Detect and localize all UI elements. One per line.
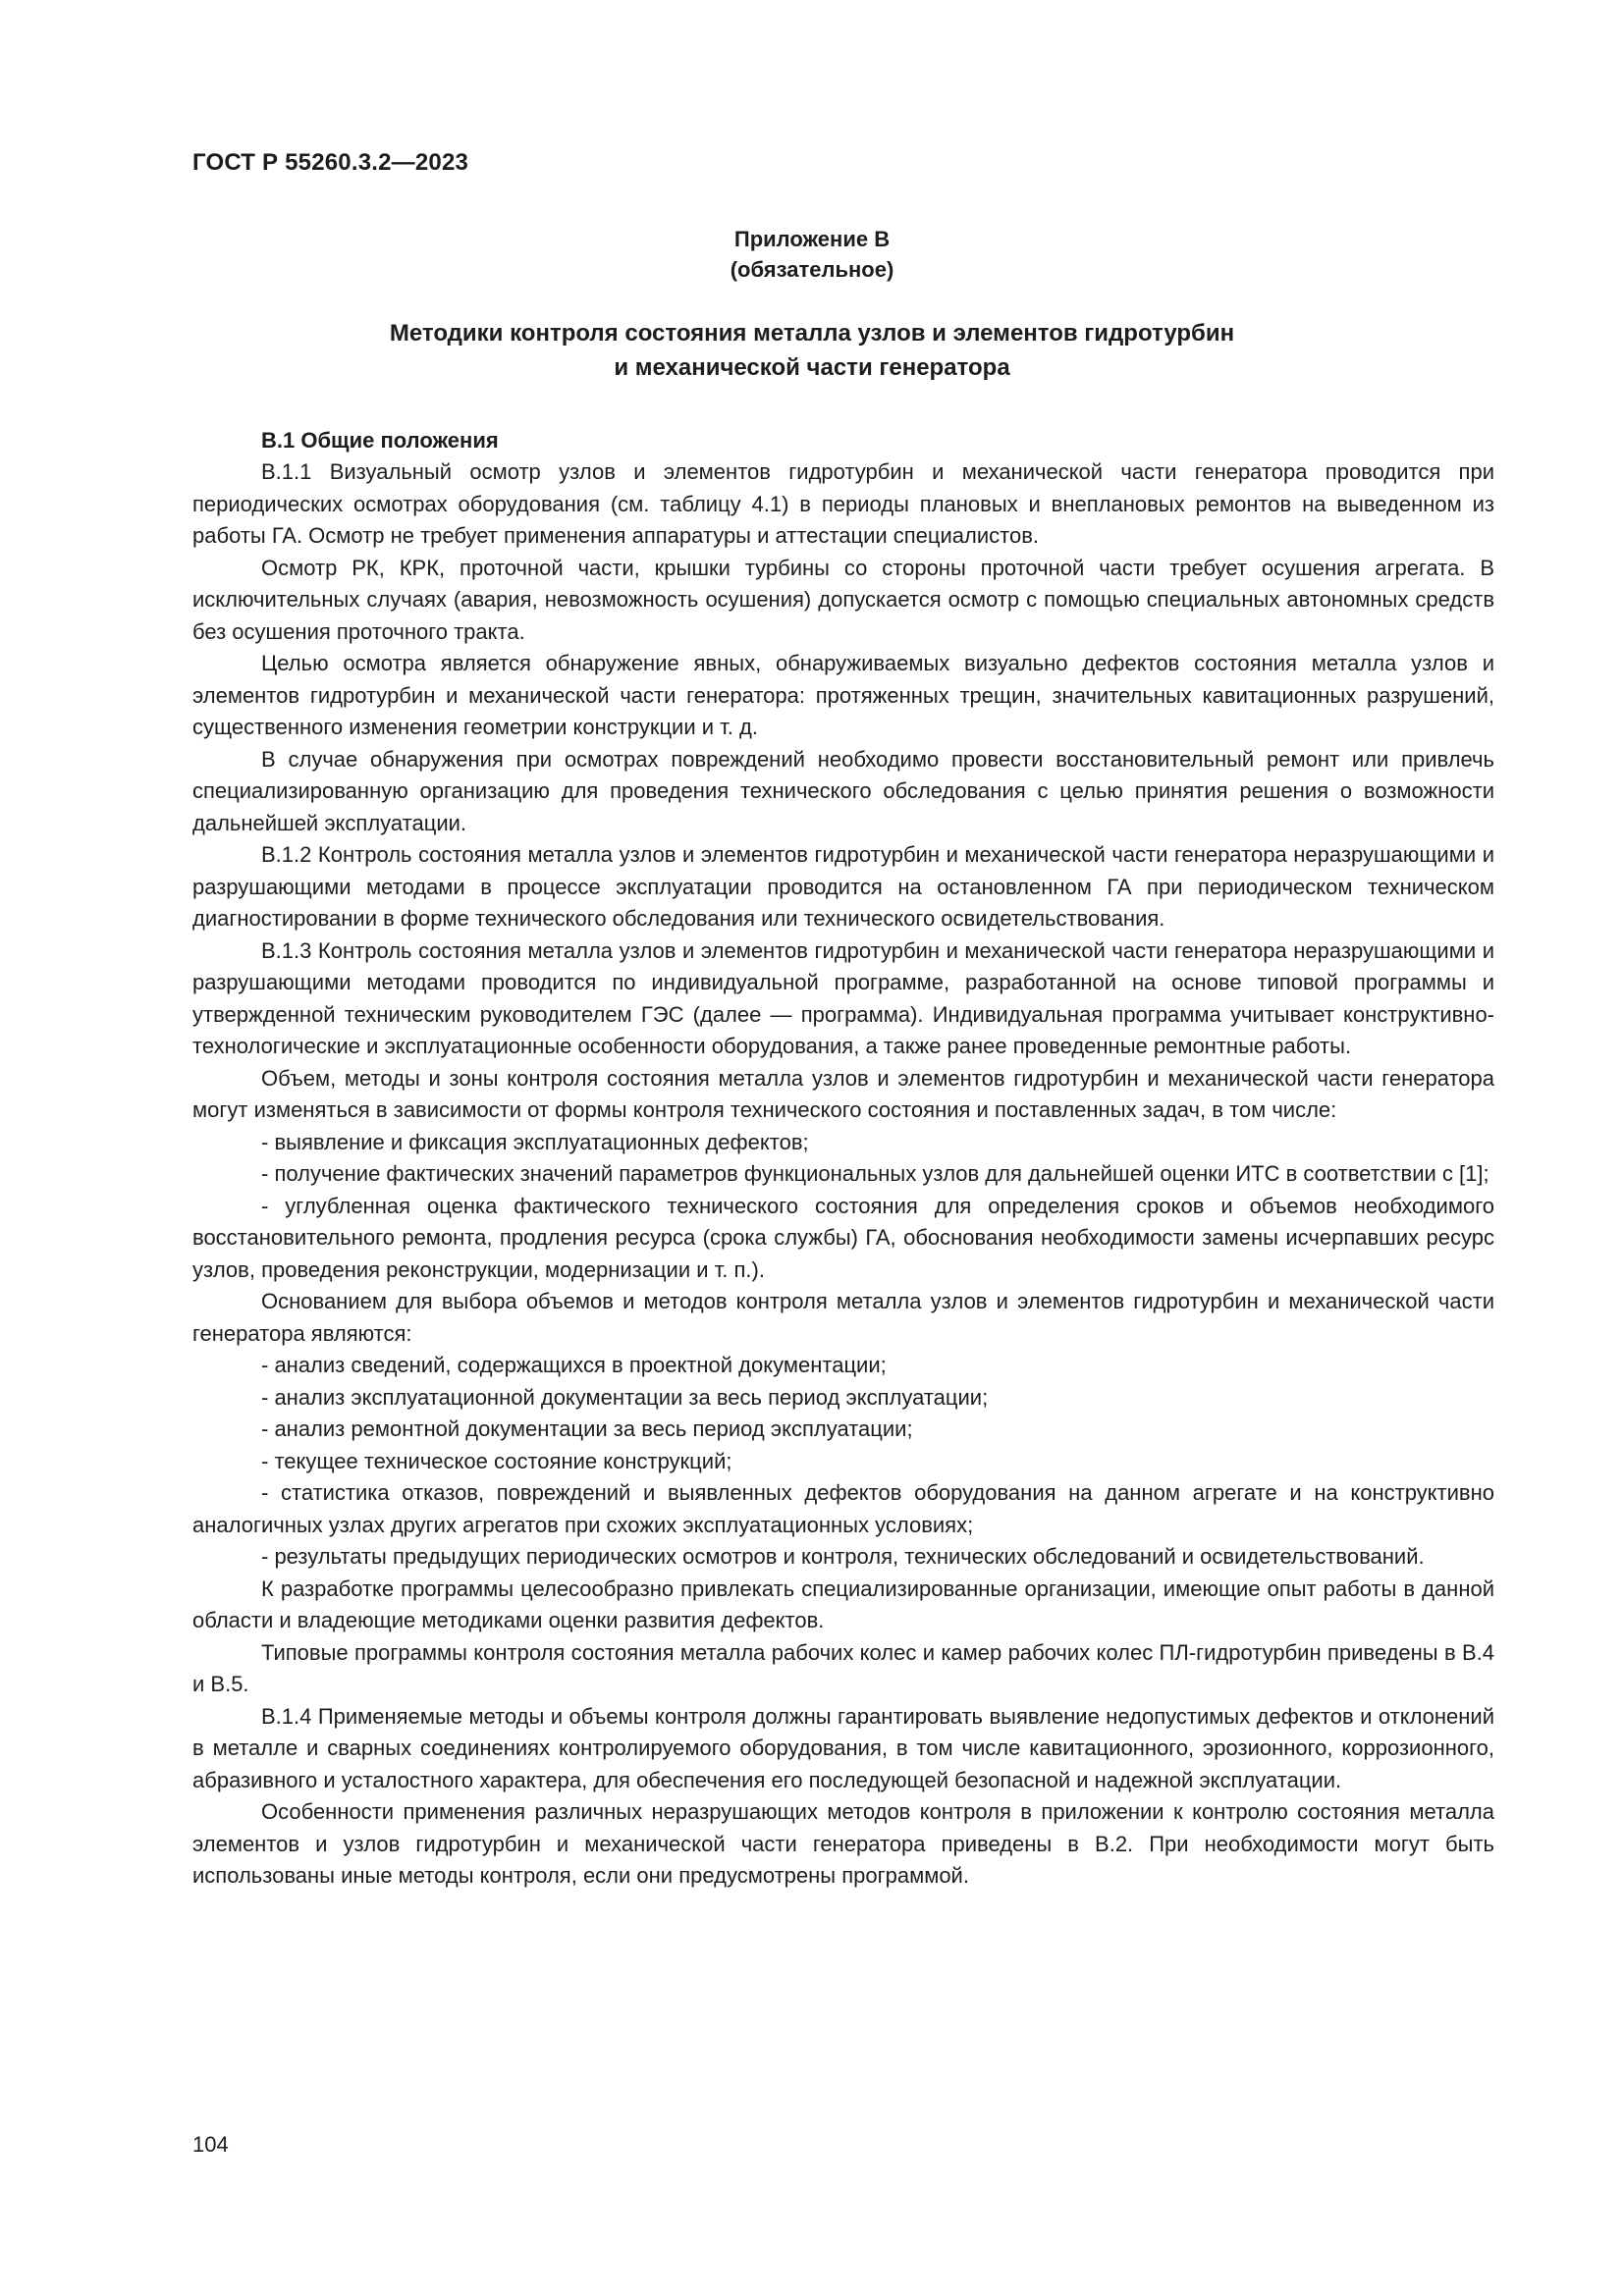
appendix-label: Приложение В <box>733 227 891 251</box>
paragraph: К разработке программы целесообразно привлекать специализированные организации, имеющие опыт работы в данной области и владеющие методиками оценки развития дефектов. <box>192 1575 1494 1632</box>
appendix-title-line-1: Методики контроля состояния металла узлов и элементов гидротурбин <box>389 320 1235 347</box>
appendix-title-line-2: и механической части генератора <box>614 354 1010 381</box>
appendix-status: (обязательное) <box>730 257 894 282</box>
document-body <box>192 425 1494 1893</box>
paragraph: В.1.1 Визуальный осмотр узлов и элементов гидротурбин и механической части генератора проводится при периодических осмотрах оборудования (см. таблицу 4.1) в периоды плановых и внеплановых ремонтов на выведенном из работы ГА. Осмотр не требует применения аппаратуры и аттестации специалистов. <box>192 459 1494 548</box>
list-item: - результаты предыдущих периодических осмотров и контроля, технических обследований и освидетельствований. <box>261 1544 1425 1569</box>
paragraph: Типовые программы контроля состояния металла рабочих колес и камер рабочих колес ПЛ-гидротурбин приведены в В.4 и В.5. <box>192 1639 1494 1696</box>
paragraph: В случае обнаружения при осмотрах повреждений необходимо провести восстановительный ремонт или привлечь специализированную организацию для проведения технического обследования с целью принятия решения о возможности дальнейшей эксплуатации. <box>192 746 1494 835</box>
paragraph: Осмотр РК, КРК, проточной части, крышки турбины со стороны проточной части требует осушения агрегата. В исключительных случаях (авария, невозможность осушения) допускается осмотр с помощью специальных автономных средств без осушения проточного тракта. <box>192 555 1494 644</box>
list-item: - анализ ремонтной документации за весь период эксплуатации; <box>261 1416 913 1441</box>
paragraph: Основанием для выбора объемов и методов контроля металла узлов и элементов гидротурбин и механической части генератора являются: <box>192 1289 1494 1346</box>
paragraph: В.1.4 Применяемые методы и объемы контроля должны гарантировать выявление недопустимых дефектов и отклонений в металле и сварных соединениях контролируемого оборудования, в том числе кавитационного, эрозионного, коррозионного, абразивного и усталостного характера, для обеспечения его последующей безопасной и надежной эксплуатации. <box>192 1703 1494 1792</box>
paragraph: В.1.2 Контроль состояния металла узлов и элементов гидротурбин и механической части генератора неразрушающими и разрушающими методами в процессе эксплуатации проводится на остановленном ГА при периодическом техническом диагностировании в форме технического обследования или технического освидетельствования. <box>192 842 1494 931</box>
page-number: 104 <box>192 2132 229 2157</box>
appendix-title <box>192 316 1432 385</box>
list-item: - выявление и фиксация эксплуатационных дефектов; <box>261 1129 809 1154</box>
section-heading: В.1 Общие положения <box>261 428 499 453</box>
list-item: - анализ эксплуатационной документации за весь период эксплуатации; <box>261 1384 989 1410</box>
paragraph: Объем, методы и зоны контроля состояния металла узлов и элементов гидротурбин и механической части генератора могут изменяться в зависимости от формы контроля технического состояния и поставленных задач, в том числе: <box>192 1065 1494 1122</box>
list-item: - анализ сведений, содержащихся в проектной документации; <box>261 1353 887 1377</box>
list-item: - получение фактических значений параметров функциональных узлов для дальнейшей оценки ИТС в соответствии с [1]; <box>261 1161 1489 1186</box>
paragraph: Особенности применения различных неразрушающих методов контроля в приложении к контролю состояния металла элементов и узлов гидротурбин и механической части генератора приведены в В.2. При необходимости могут быть использованы иные методы контроля, если они предусмотрены программой. <box>192 1799 1494 1888</box>
paragraph: В.1.3 Контроль состояния металла узлов и элементов гидротурбин и механической части генератора неразрушающими и разрушающими методами проводится по индивидуальной программе, разработанной на основе типовой программы и утвержденной техническим руководителем ГЭС (далее — программа). Индивидуальная программа учитывает конструктивно-технологические и эксплуатационные особенности оборудования, а также ранее проведенные ремонтные работы. <box>192 937 1494 1058</box>
document-code-header: ГОСТ Р 55260.3.2—2023 <box>192 149 469 176</box>
paragraph: Целью осмотра является обнаружение явных, обнаруживаемых визуально дефектов состояния металла узлов и элементов гидротурбин и механической части генератора: протяженных трещин, значительных кавитационных разрушений, существенного изменения геометрии конструкции и т. д. <box>192 651 1494 739</box>
list-item: - статистика отказов, повреждений и выявленных дефектов оборудования на данном агрегате и на конструктивно аналогичных узлах других агрегатов при схожих эксплуатационных условиях; <box>192 1480 1494 1537</box>
list-item: - углубленная оценка фактического технического состояния для определения сроков и объемов необходимого восстановительного ремонта, продления ресурса (срока службы) ГА, обоснования необходимости замены исчерпавших ресурс узлов, проведения реконструкции, модернизации и т. п.). <box>192 1193 1494 1282</box>
appendix-heading <box>192 224 1432 285</box>
list-item: - текущее техническое состояние конструкций; <box>261 1448 732 1473</box>
